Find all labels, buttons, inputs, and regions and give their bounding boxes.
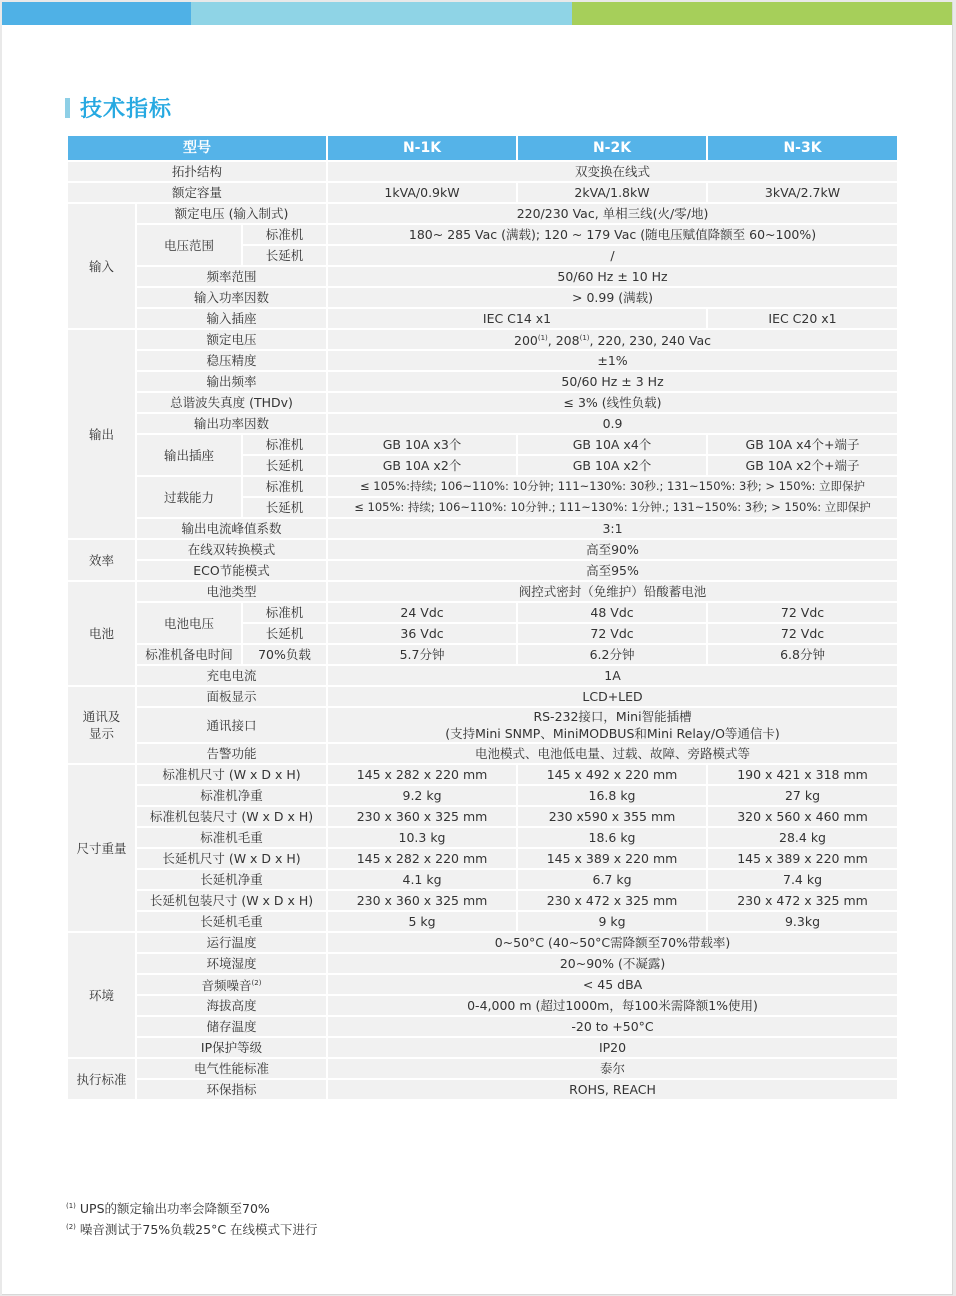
row-label: 输出插座 — [136, 434, 242, 476]
row-value: 320 x 560 x 460 mm — [707, 806, 898, 827]
row-value: 72 Vdc — [707, 623, 898, 644]
row-label: 标准机备电时间 — [136, 644, 242, 665]
row-value: 高至95% — [327, 560, 898, 581]
row-value: 0.9 — [327, 413, 898, 434]
row-label: 长延机毛重 — [136, 911, 327, 932]
row-label: 储存温度 — [136, 1016, 327, 1037]
footnote-1 — [66, 1197, 318, 1218]
footnote-text: 噪音测试于75%负载25°C 在线模式下进行 — [75, 1222, 318, 1238]
row-value: 3kVA/2.7kW — [707, 182, 898, 203]
table-row — [67, 329, 898, 350]
section-title — [65, 92, 172, 123]
row-label: 过载能力 — [136, 476, 242, 518]
table-row — [67, 518, 898, 539]
footnote-ref: (1) — [537, 333, 548, 342]
row-label: 频率范围 — [136, 266, 327, 287]
row-value: GB 10A x3个 — [327, 434, 517, 455]
row-value: 28.4 kg — [707, 827, 898, 848]
sub-label: 长延机 — [242, 497, 327, 518]
row-label: 输入功率因数 — [136, 287, 327, 308]
row-label: 电池类型 — [136, 581, 327, 602]
row-value: 双变换在线式 — [327, 161, 898, 182]
row-label: 告警功能 — [136, 743, 327, 764]
row-label: 额定电压 — [136, 329, 327, 350]
table-row — [67, 953, 898, 974]
row-value: 72 Vdc — [707, 602, 898, 623]
group-label-input: 输入 — [67, 203, 136, 329]
row-value: ROHS, REACH — [327, 1079, 898, 1100]
row-value: ≤ 3% (线性负载) — [327, 392, 898, 413]
table-row — [67, 806, 898, 827]
group-label-dimensions: 尺寸重量 — [67, 764, 136, 932]
row-label: 环境湿度 — [136, 953, 327, 974]
row-value: ≤ 105%:持续; 106~110%: 10分钟; 111~130%: 30秒.; 131~150%: 3秒; > 150%: 立即保护 — [327, 476, 898, 497]
row-value: 145 x 389 x 220 mm — [707, 848, 898, 869]
row-label: 稳压精度 — [136, 350, 327, 371]
row-label: 电气性能标准 — [136, 1058, 327, 1079]
row-value: 50/60 Hz ± 10 Hz — [327, 266, 898, 287]
value-line: (支持Mini SNMP、MiniMODBUS和Mini Relay/O等通信卡) — [445, 726, 780, 741]
table-row — [67, 848, 898, 869]
footnote-2 — [66, 1218, 318, 1239]
row-value: 16.8 kg — [517, 785, 707, 806]
table-row — [67, 308, 898, 329]
table-row — [67, 560, 898, 581]
row-value: 9.2 kg — [327, 785, 517, 806]
footnote-text: UPS的额定输出功率会降额至70% — [75, 1201, 270, 1217]
table-row — [67, 1037, 898, 1058]
row-label: 标准机尺寸 (W x D x H) — [136, 764, 327, 785]
row-value: 7.4 kg — [707, 869, 898, 890]
top-bar-cyan — [191, 2, 572, 25]
row-value — [327, 329, 898, 350]
table-row — [67, 539, 898, 560]
row-label: 拓扑结构 — [67, 161, 327, 182]
row-value: 1kVA/0.9kW — [327, 182, 517, 203]
row-value: 230 x 360 x 325 mm — [327, 806, 517, 827]
table-row — [67, 266, 898, 287]
table-row — [67, 743, 898, 764]
table-row — [67, 665, 898, 686]
row-label: 标准机毛重 — [136, 827, 327, 848]
row-value: 阀控式密封（免维护）铅酸蓄电池 — [327, 581, 898, 602]
row-value: 145 x 282 x 220 mm — [327, 848, 517, 869]
row-value: 9 kg — [517, 911, 707, 932]
table-row — [67, 161, 898, 182]
value-part: 200 — [514, 333, 538, 349]
table-row — [67, 869, 898, 890]
row-value: 230 x 472 x 325 mm — [517, 890, 707, 911]
row-label: 通讯接口 — [136, 707, 327, 743]
row-value: ≤ 105%: 持续; 106~110%: 10分钟.; 111~130%: 1分钟.; 131~150%: 3秒; > 150%: 立即保护 — [327, 497, 898, 518]
table-row — [67, 827, 898, 848]
row-value: 1A — [327, 665, 898, 686]
row-value: > 0.99 (满载) — [327, 287, 898, 308]
footnote-mark: (1) — [66, 1202, 76, 1210]
row-value: 48 Vdc — [517, 602, 707, 623]
row-label: 输出频率 — [136, 371, 327, 392]
group-label-efficiency: 效率 — [67, 539, 136, 581]
table-row — [67, 413, 898, 434]
row-label: 充电电流 — [136, 665, 327, 686]
table-row — [67, 932, 898, 953]
top-bar-blue — [2, 2, 191, 25]
row-value: 230 x 360 x 325 mm — [327, 890, 517, 911]
row-value: 145 x 282 x 220 mm — [327, 764, 517, 785]
group-label-environment: 环境 — [67, 932, 136, 1058]
header-n3k: N-3K — [707, 135, 898, 161]
header-n2k: N-2K — [517, 135, 707, 161]
row-label: 环保指标 — [136, 1079, 327, 1100]
row-value: GB 10A x2个 — [327, 455, 517, 476]
table-row — [67, 890, 898, 911]
table-row — [67, 1079, 898, 1100]
label-text: 音频噪音 — [201, 978, 252, 994]
sub-label: 标准机 — [242, 224, 327, 245]
sub-label: 70%负载 — [242, 644, 327, 665]
sub-label: 长延机 — [242, 623, 327, 644]
row-value: IP20 — [327, 1037, 898, 1058]
table-row — [67, 602, 898, 623]
row-label: IP保护等级 — [136, 1037, 327, 1058]
top-bar-green — [572, 2, 952, 25]
row-label: 输出电流峰值系数 — [136, 518, 327, 539]
table-row — [67, 203, 898, 224]
row-value: 3:1 — [327, 518, 898, 539]
table-row — [67, 1016, 898, 1037]
row-value: 6.7 kg — [517, 869, 707, 890]
header-n1k: N-1K — [327, 135, 517, 161]
row-label: 标准机包装尺寸 (W x D x H) — [136, 806, 327, 827]
table-row — [67, 350, 898, 371]
header-model: 型号 — [67, 135, 327, 161]
row-value: 泰尔 — [327, 1058, 898, 1079]
sub-label: 长延机 — [242, 245, 327, 266]
row-value: GB 10A x2个 — [517, 455, 707, 476]
row-label: 长延机包装尺寸 (W x D x H) — [136, 890, 327, 911]
row-value: 190 x 421 x 318 mm — [707, 764, 898, 785]
row-value: 6.2分钟 — [517, 644, 707, 665]
row-value: GB 10A x2个+端子 — [707, 455, 898, 476]
row-value: 高至90% — [327, 539, 898, 560]
table-row — [67, 476, 898, 497]
sub-label: 长延机 — [242, 455, 327, 476]
sub-label: 标准机 — [242, 476, 327, 497]
row-value: 36 Vdc — [327, 623, 517, 644]
table-row — [67, 1058, 898, 1079]
row-value: 0~50°C (40~50°C需降额至70%带载率) — [327, 932, 898, 953]
row-label: 额定电压 (输入制式) — [136, 203, 327, 224]
table-row — [67, 371, 898, 392]
row-value: 10.3 kg — [327, 827, 517, 848]
row-value: 24 Vdc — [327, 602, 517, 623]
row-value: 电池模式、电池低电量、过载、故障、旁路模式等 — [327, 743, 898, 764]
row-value: 2kVA/1.8kW — [517, 182, 707, 203]
footnote-ref: (1) — [579, 333, 590, 342]
row-value: 5 kg — [327, 911, 517, 932]
table-row — [67, 785, 898, 806]
group-label-communication: 通讯及 显示 — [67, 686, 136, 764]
table-row — [67, 995, 898, 1016]
table-row — [67, 224, 898, 245]
row-value: 72 Vdc — [517, 623, 707, 644]
row-value: -20 to +50°C — [327, 1016, 898, 1037]
row-value: 9.3kg — [707, 911, 898, 932]
footnote-ref: (2) — [251, 978, 262, 987]
row-label: 运行温度 — [136, 932, 327, 953]
table-header — [67, 135, 898, 161]
table-row — [67, 644, 898, 665]
row-value — [327, 707, 898, 743]
row-value: 145 x 492 x 220 mm — [517, 764, 707, 785]
row-label: 输出功率因数 — [136, 413, 327, 434]
group-label-standards: 执行标准 — [67, 1058, 136, 1100]
table-row — [67, 434, 898, 455]
row-value: ±1% — [327, 350, 898, 371]
table-row — [67, 764, 898, 785]
row-label: 海拔高度 — [136, 995, 327, 1016]
row-value: 18.6 kg — [517, 827, 707, 848]
row-value: IEC C20 x1 — [707, 308, 898, 329]
row-value: 230 x590 x 355 mm — [517, 806, 707, 827]
sub-label: 标准机 — [242, 434, 327, 455]
table-row — [67, 974, 898, 995]
table-row — [67, 392, 898, 413]
row-value: 4.1 kg — [327, 869, 517, 890]
spec-table — [66, 134, 899, 1101]
row-value: 27 kg — [707, 785, 898, 806]
row-label — [136, 974, 327, 995]
page-title: 技术指标 — [80, 97, 173, 122]
row-label: 面板显示 — [136, 686, 327, 707]
table-row — [67, 911, 898, 932]
row-label: 标准机净重 — [136, 785, 327, 806]
row-label: 电池电压 — [136, 602, 242, 644]
row-value: LCD+LED — [327, 686, 898, 707]
row-value: / — [327, 245, 898, 266]
value-part: , 208 — [547, 333, 580, 349]
value-line: RS-232接口，Mini智能插槽 — [533, 709, 692, 724]
row-value: GB 10A x4个+端子 — [707, 434, 898, 455]
row-label: 总谐波失真度 (THDv) — [136, 392, 327, 413]
footnotes — [66, 1197, 318, 1239]
row-value: 6.8分钟 — [707, 644, 898, 665]
table-row — [67, 581, 898, 602]
row-value: 20~90% (不凝露) — [327, 953, 898, 974]
group-label-output: 输出 — [67, 329, 136, 539]
row-label: 电压范围 — [136, 224, 242, 266]
row-label: 长延机尺寸 (W x D x H) — [136, 848, 327, 869]
table-row — [67, 707, 898, 743]
value-part: , 220, 230, 240 Vac — [589, 333, 712, 349]
row-label: ECO节能模式 — [136, 560, 327, 581]
title-accent-bar — [65, 98, 70, 118]
table-row — [67, 686, 898, 707]
sub-label: 标准机 — [242, 602, 327, 623]
row-value: 145 x 389 x 220 mm — [517, 848, 707, 869]
row-value: 220/230 Vac, 单相三线(火/零/地) — [327, 203, 898, 224]
group-label-battery: 电池 — [67, 581, 136, 686]
row-value: GB 10A x4个 — [517, 434, 707, 455]
row-label: 在线双转换模式 — [136, 539, 327, 560]
row-value: < 45 dBA — [327, 974, 898, 995]
table-row — [67, 182, 898, 203]
row-value: 0-4,000 m (超过1000m，每100米需降额1%使用) — [327, 995, 898, 1016]
table-row — [67, 287, 898, 308]
row-value: 230 x 472 x 325 mm — [707, 890, 898, 911]
top-color-bar — [2, 2, 952, 25]
row-value: 50/60 Hz ± 3 Hz — [327, 371, 898, 392]
row-value: 180~ 285 Vac (满载); 120 ~ 179 Vac (随电压赋值降额至 60~100%) — [327, 224, 898, 245]
row-value: IEC C14 x1 — [327, 308, 707, 329]
footnote-mark: (2) — [66, 1223, 76, 1232]
row-value: 5.7分钟 — [327, 644, 517, 665]
row-label: 长延机净重 — [136, 869, 327, 890]
row-label: 输入插座 — [136, 308, 327, 329]
row-label: 额定容量 — [67, 182, 327, 203]
